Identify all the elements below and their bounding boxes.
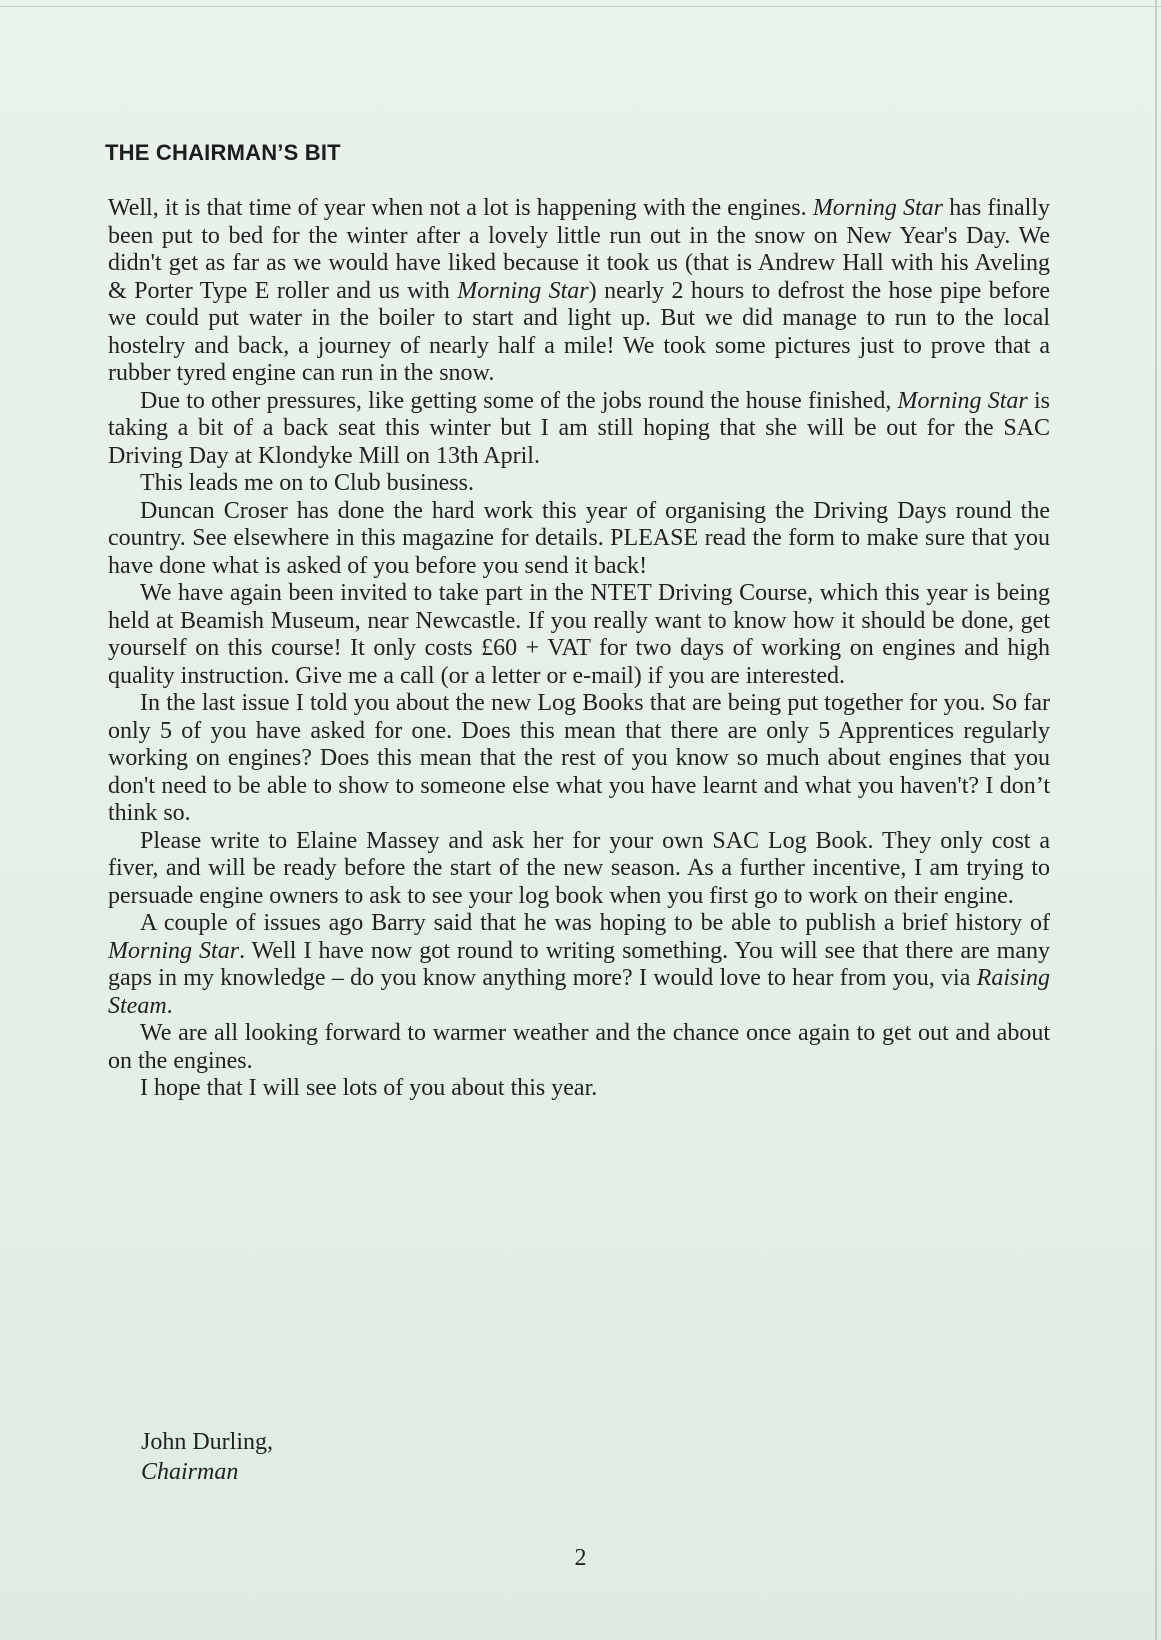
paragraph-text: Duncan Croser has done the hard work this year of organising the Driving Days round the country. See elsewhere in this magazine for details. PLEASE read the form to make sure that you have done what is asked of you before you send it back! <box>108 497 1050 579</box>
page-right-edge <box>1155 0 1157 1640</box>
paragraph-text: Please write to Elaine Massey and ask her for your own SAC Log Book. They only cost a fiver, and will be ready before the start of the new season. As a further incentive, I am trying to persuade engine owners to ask to see your log book when you first go to work on their engine. <box>108 827 1050 909</box>
article-body <box>108 195 1050 1103</box>
page-top-edge <box>0 6 1161 7</box>
page-number: 2 <box>574 1545 587 1571</box>
paragraph-text: . <box>166 992 173 1019</box>
paragraph-text: I hope that I will see lots of you about this year. <box>140 1075 598 1101</box>
body-paragraph <box>108 195 1050 388</box>
paragraph-text: This leads me on to Club business. <box>140 470 474 496</box>
body-paragraph <box>108 498 1050 581</box>
signature-name: John Durling, <box>141 1429 273 1455</box>
body-paragraph <box>108 388 1050 471</box>
body-paragraph <box>108 690 1050 828</box>
italic-title: Morning Star <box>812 195 944 221</box>
italic-title: Morning Star <box>457 277 589 304</box>
paragraph-text: We are all looking forward to warmer weather and the chance once again to get out and about on the engines. <box>108 1020 1050 1074</box>
body-paragraph <box>108 1020 1050 1075</box>
body-paragraph <box>108 828 1050 911</box>
body-paragraph <box>108 470 1050 498</box>
paragraph-text: Well, it is that time of year when not a lot is happening with the engines. <box>108 195 813 221</box>
paragraph-text: A couple of issues ago Barry said that he was hoping to be able to publish a brief history of <box>140 910 1050 936</box>
body-paragraph <box>108 580 1050 690</box>
article-heading: THE CHAIRMAN’S BIT <box>105 140 341 165</box>
body-paragraph <box>108 910 1050 1020</box>
paragraph-text: ) nearly 2 hours to defrost the hose pipe before we could put water in the boiler to start and light up. But we did manage to run to the local hostelry and back, a journey of nearly half a mile! We took some pictures just to prove that a rubber tyred engine can run in the snow. <box>108 277 1050 386</box>
body-paragraph <box>108 1075 1050 1103</box>
paragraph-text: We have again been invited to take part in the NTET Driving Course, which this year is being held at Beamish Museum, near Newcastle. If you really want to know how it should be done, get yourself on this course! It only costs £60 + VAT for two days of working on engines and high quality instruction. Give me a call (or a letter or e-mail) if you are interested. <box>108 580 1050 689</box>
italic-title: Morning Star <box>897 387 1028 414</box>
signature-role: Chairman <box>141 1459 239 1485</box>
paragraph-text: has finally been put to bed for the winter after a lovely little run out in the snow on New Year's Day. We didn't get as far as we would have liked because it took us (that is Andrew Hall with his Aveling & Porter Type E roller and us with <box>108 195 1051 304</box>
paragraph-text: is taking a bit of a back seat this winter but I am still hoping that she will be out for the SAC Driving Day at Klondyke Mill on 13th April. <box>108 387 1050 469</box>
italic-title: Morning Star <box>108 937 240 964</box>
paragraph-text: . Well I have now got round to writing something. You will see that there are many gaps in my knowledge – do you know anything more? I would love to hear from you, via <box>108 937 1050 991</box>
signature-block <box>141 1427 273 1487</box>
italic-title: Raising Steam <box>108 965 1050 1019</box>
paragraph-text: In the last issue I told you about the new Log Books that are being put together for you. So far only 5 of you have asked for one. Does this mean that there are only 5 Apprentices regularly working on engines? Does this mean that the rest of you know so much about engines that you don't need to be able to show to someone else what you have learnt and what you haven't? I don’t think so. <box>108 690 1050 826</box>
paragraph-text: Due to other pressures, like getting some of the jobs round the house finished, <box>140 387 898 414</box>
